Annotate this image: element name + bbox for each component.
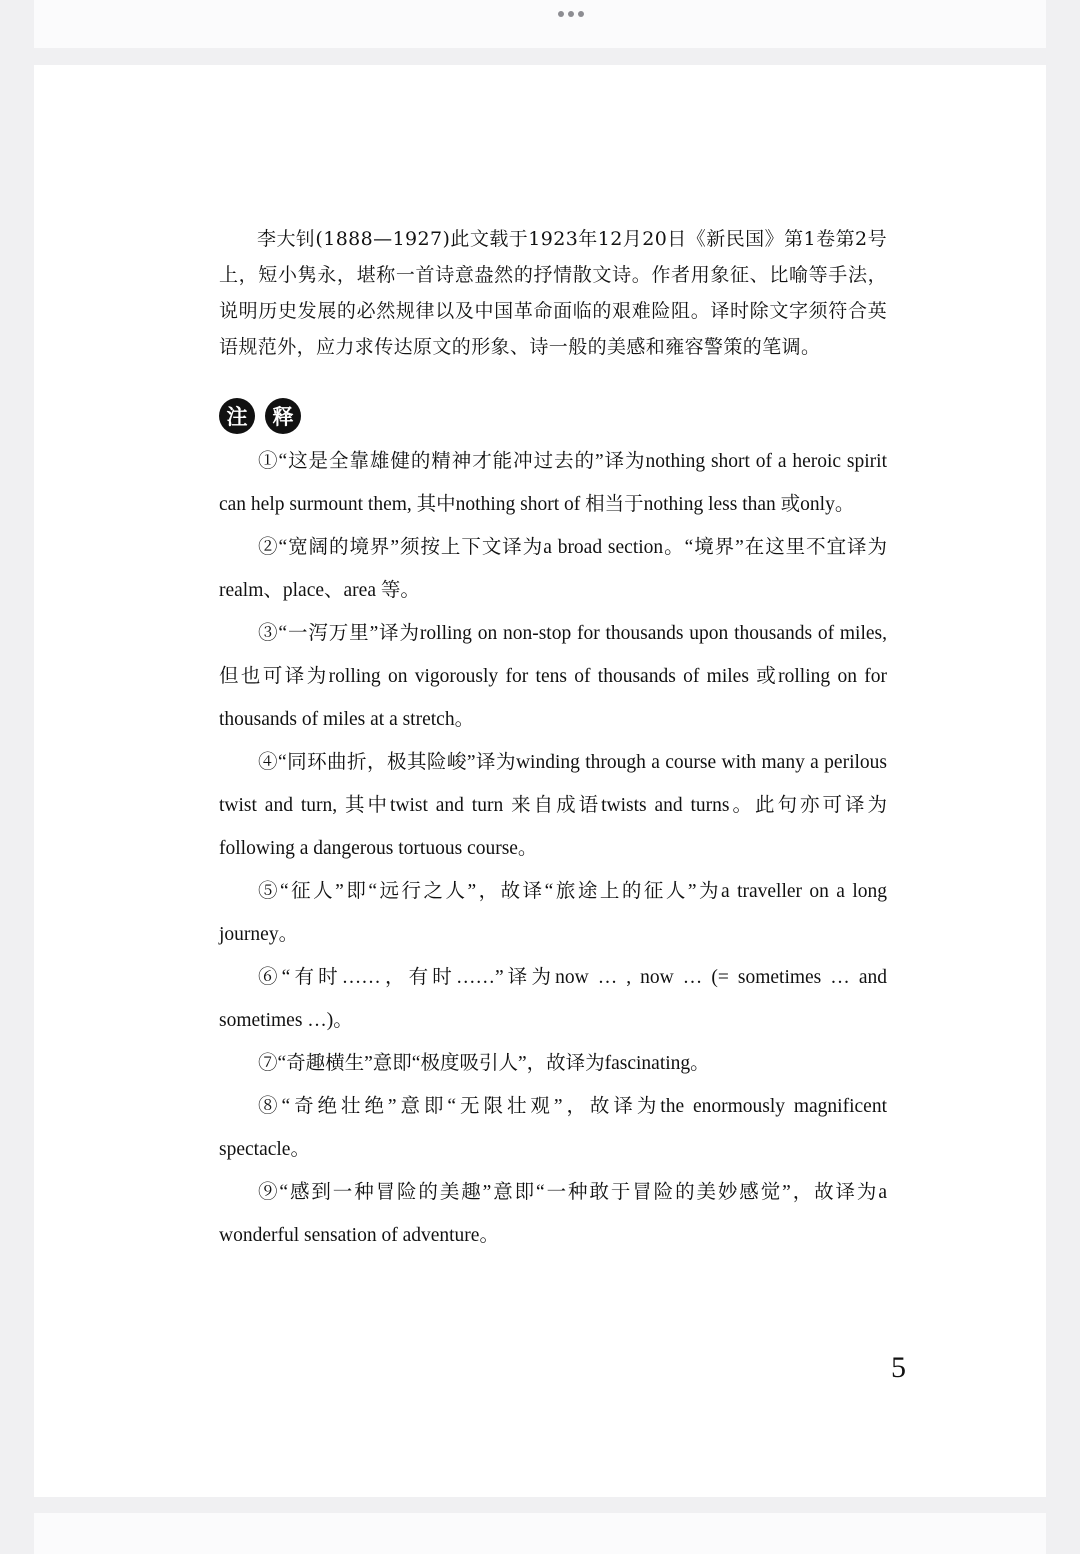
document-page: [34, 65, 1046, 1497]
notes-heading-char: 注: [219, 398, 255, 434]
note-item: ⑤“征人”即“远行之人”，故译“旅途上的征人”为a traveller on a long journey。: [219, 881, 887, 945]
intro-paragraph: 李大钊(1888—1927)此文载于1923年12月20日《新民国》第1卷第2号上，短小隽永，堪称一首诗意盎然的抒情散文诗。作者用象征、比喻等手法，说明历史发展的必然规律以及中国革命面临的艰难险阻。译时除文字须符合英语规范外，应力求传达原文的形象、诗一般的美感和雍容警策的笔调。: [219, 228, 887, 358]
note-item: ②“宽阔的境界”须按上下文译为a broad section。“境界”在这里不宜译为realm、place、area 等。: [219, 537, 887, 601]
note-item: ④“同环曲折，极其险峻”译为winding through a course with many a perilous twist and turn, 其中twist and turn 来自成语twists and turns。此句亦可译为following a dangerous tortuous course。: [219, 752, 887, 859]
note-item: ⑥“有时……，有时……”译为now … , now … (= sometimes … and sometimes …)。: [219, 967, 887, 1031]
page-number: 5: [891, 1351, 906, 1384]
notes-list: [219, 440, 887, 1257]
previous-page-card: [34, 0, 1046, 48]
note-item: ⑦“奇趣横生”意即“极度吸引人”，故译为fascinating。: [258, 1053, 710, 1074]
page-content: [219, 221, 887, 1257]
note-item: ⑨“感到一种冒险的美趣”意即“一种敢于冒险的美妙感觉”，故译为a wonderful sensation of adventure。: [219, 1182, 887, 1246]
more-options-icon[interactable]: [558, 11, 584, 17]
next-page-card: [34, 1513, 1046, 1554]
note-item: ⑧“奇绝壮绝”意即“无限壮观”，故译为the enormously magnificent spectacle。: [219, 1096, 887, 1160]
notes-heading-char: 释: [265, 398, 301, 434]
notes-heading: [219, 398, 887, 434]
note-item: ③“一泻万里”译为rolling on non-stop for thousands upon thousands of miles, 但也可译为rolling on vigorously for tens of thousands of miles 或rolling on for thousands of miles at a stretch。: [219, 623, 887, 730]
note-item: ①“这是全靠雄健的精神才能冲过去的”译为nothing short of a heroic spirit can help surmount them, 其中nothing short of 相当于nothing less than 或only。: [219, 451, 887, 515]
